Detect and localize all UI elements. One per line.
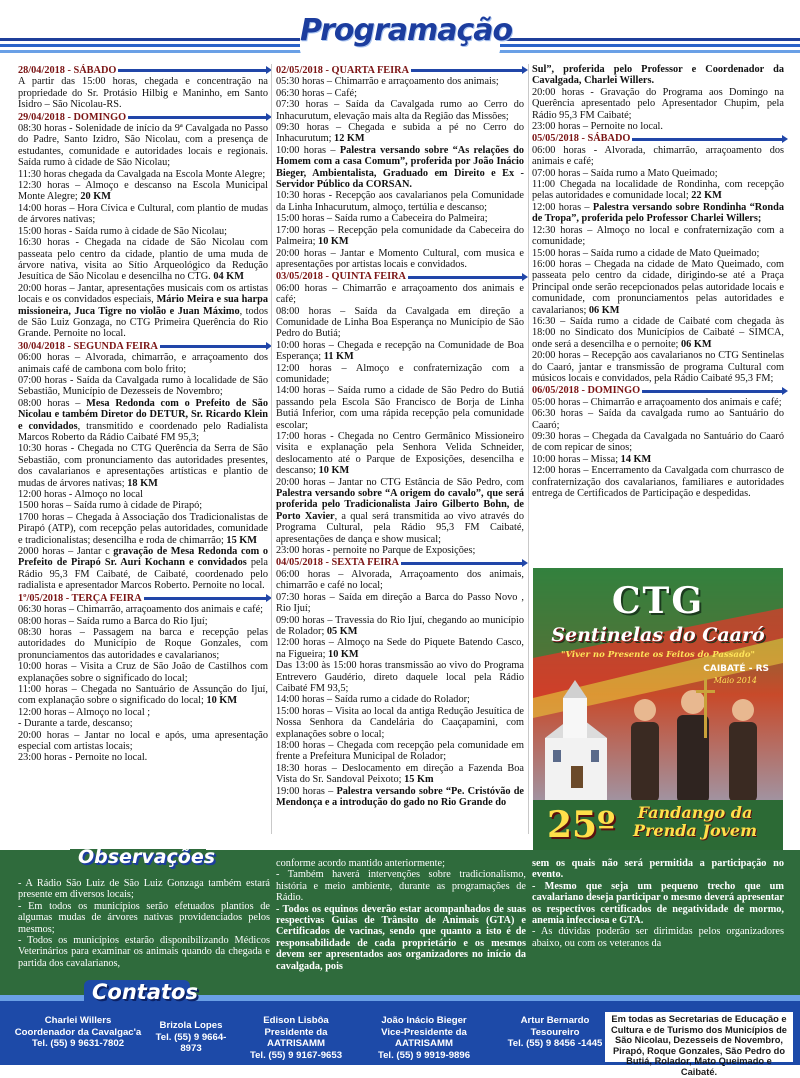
observation-item	[18, 901, 270, 935]
body-text: 09:00 horas – Travessia do Rio Ijuí, chegando ao município de Rolador;	[276, 614, 524, 637]
contact-name: Artur Bernardo	[520, 1015, 590, 1026]
body-text: 17:00 horas – Recepção pela comunidade da Cabeceira do Palmeira;	[276, 224, 524, 248]
ctg-poster	[533, 568, 783, 850]
body-text: 20:00 horas – Jantar no CTG Estância de São Pedro, com	[276, 476, 524, 488]
schedule-entry	[276, 145, 524, 191]
schedule-column-2	[276, 64, 524, 808]
schedule-entry	[276, 569, 524, 592]
body-text: - A Rádio São Luiz de São Luiz Gonzaga também estará presente em diversos locais;	[18, 878, 270, 901]
observation-item	[18, 878, 270, 901]
body-text: 12:30 horas – Almoço e descanso na Escola Municipal Monte Alegre;	[18, 180, 268, 203]
body-text: 06:00 horas - Alvorada, chimarrão, arraçoamento dos animais e café;	[532, 144, 784, 168]
body-text: 06:00 horas – Alvorada, chimarrão, e arraçoamento dos animais café de cambona com bolo frito;	[18, 352, 268, 375]
body-text: 07:00 horas - Saída da Cavalgada rumo à localidade de São Sebastião, Município de Dezesseis de Novembro;	[18, 374, 268, 398]
schedule-entry	[18, 661, 268, 684]
emphasis-text: 10 KM	[318, 465, 350, 477]
schedule-entry	[18, 443, 268, 489]
schedule-entry	[276, 706, 524, 740]
body-text: 08:00 horas – Saída rumo a Barca do Rio Ijuí;	[18, 615, 208, 627]
body-text: 11:30 horas chegada da Cavalgada na Escola Monte Alegre;	[18, 168, 266, 180]
poster-motto: "Viver no Presente os Feitos do Passado"	[561, 650, 755, 660]
contact-role: Coordenador da Cavalgac'a	[14, 1026, 142, 1038]
body-text: 18:00 horas – Chegada com recepção pela comunidade em frente a Prefeitura Municipal de Rolador;	[276, 739, 524, 763]
day-heading	[18, 593, 268, 604]
day-heading-label: 03/05/2018 - QUINTA FEIRA	[276, 271, 406, 283]
schedule-entry	[532, 454, 784, 465]
body-text: 12:00 horas –	[532, 201, 593, 213]
arrow-rule-icon	[411, 69, 524, 72]
schedule-entry	[18, 512, 268, 546]
schedule-entry	[276, 431, 524, 477]
day-heading-label: 30/04/2018 - SEGUNDA FEIRA	[18, 340, 158, 352]
observation-item	[532, 881, 784, 927]
schedule-entry	[532, 259, 784, 316]
arrow-rule-icon	[401, 562, 524, 565]
body-text: 11:00 horas – Chegada no Santuário de Assunção do Ijuí, com explanação sobre o significado do local;	[18, 683, 268, 707]
schedule-entry	[18, 718, 268, 729]
schedule-entry	[18, 604, 268, 615]
body-text: conforme acordo mantido anteriormente;	[276, 858, 445, 869]
observation-item	[276, 904, 526, 972]
observations-title: Observações	[78, 846, 216, 868]
contact-phone[interactable]: Tel. (55) 9 9664-8973	[155, 1031, 227, 1054]
contact-role: Presidente da AATRISAMM	[264, 1026, 328, 1049]
contact-card	[8, 1015, 148, 1050]
schedule-entry	[18, 283, 268, 340]
schedule-entry	[18, 203, 268, 226]
body-text: 06:00 horas – Alvorada, Arraçoamento dos animais, chimarrão e café no local;	[276, 568, 524, 592]
day-heading-label: 04/05/2018 - SEXTA FEIRA	[276, 557, 400, 569]
schedule-entry	[276, 592, 524, 615]
body-text: 18:30 horas – Deslocamento em direção a Fazenda Boa Vista do Sr. Sandoval Peixoto;	[276, 762, 524, 786]
body-text: 23:00 horas - Pernoite no local.	[18, 752, 148, 764]
body-text: 06:00 horas – Chimarrão e arraçoamento dos animais e café;	[276, 282, 524, 306]
day-heading	[276, 557, 524, 568]
schedule-entry	[532, 87, 784, 121]
day-heading	[276, 271, 524, 282]
column-divider	[271, 64, 272, 834]
schedule-entry	[532, 465, 784, 499]
schedule-entry	[276, 213, 524, 224]
schedule-entry	[18, 627, 268, 661]
emphasis-text: 06 KM	[680, 338, 712, 350]
schedule-entry	[18, 398, 268, 444]
body-text: 05:30 horas – Chimarrão e arraçoamento dos animais;	[276, 76, 499, 88]
schedule-entry	[276, 694, 524, 705]
schedule-column-3	[532, 64, 784, 499]
emphasis-text: 10 KM	[318, 236, 349, 248]
body-text: 10:30 horas - Recepção aos cavalarianos pela Comunidade da Linha Inhacurutum, almoço, tertúlia e descanso;	[276, 190, 524, 213]
body-text: 08:30 horas - Solenidade de início da 9ª Cavalgada no Passo do Padre, Santo Izidro, São Nicolau, com a presença de estudantes, comunidade e autoridades locais e regionais. Saída rumo à cidade de São Nicolau;	[18, 123, 268, 169]
schedule-entry	[532, 225, 784, 248]
contact-role: Tesoureiro	[530, 1026, 580, 1038]
observations-column-3	[532, 858, 784, 949]
emphasis-text: - Todos os equinos deverão estar acompanhados de suas respectivas Guias de Trânsito de Animais (GTA) e Certificados de vacinas, sendo que quanto a isto é de responsabilidade de cada proprietário e os mesmos devem ser apresentados aos organizadores no início da cavalgada, pois	[276, 903, 526, 972]
body-text: Das 13:00 às 15:00 horas transmissão ao vivo do Programa Entrevero Gaudério, direto daquele local pela Rádio Caibaté FM 93,5;	[276, 660, 524, 694]
body-text: 10:00 horas – Missa;	[532, 453, 621, 465]
schedule-entry	[18, 616, 268, 627]
body-text: , transmitido e coordenado pelo Radialista Marcos Roberto da Rádio Caibaté FM 95,3;	[18, 420, 268, 443]
body-text: 15:00 horas – Saída rumo a cidade de Mato Queimado;	[532, 247, 760, 259]
schedule-entry	[532, 408, 784, 431]
body-text: 12:30 horas – Almoço no local e confraternização com a comunidade;	[532, 224, 784, 248]
schedule-entry	[532, 350, 784, 384]
arrow-rule-icon	[118, 69, 268, 72]
body-text: 12:00 horas – Almoço na Sede do Piquete Batendo Casco, na Figueira;	[276, 637, 524, 660]
body-text: 23:00 horas - pernoite no Parque de Exposições;	[276, 545, 476, 557]
page-title: Programação	[300, 13, 513, 48]
contact-name: Charlei Willers	[44, 1015, 112, 1026]
emphasis-text: - Mesmo que seja um pequeno trecho que um cavalariano deseja participar o mesmo deverá apresentar os respectivos certificados de negatividade de mormo, anemia infecciosa e GTA.	[532, 880, 784, 927]
schedule-entry	[276, 660, 524, 694]
emphasis-text: 10 KM	[206, 695, 238, 707]
observation-item	[532, 926, 784, 949]
day-heading-label: 05/05/2018 - SÁBADO	[532, 133, 631, 145]
body-text: 12:00 horas – Almoço e confraternização com a comunidade;	[276, 362, 524, 385]
day-heading	[532, 133, 784, 144]
body-text: 09:30 horas – Chegada da Cavalgada no Santuário do Caaró de com repicar de sinos;	[532, 431, 784, 454]
schedule-entry	[18, 707, 268, 718]
observation-item	[18, 935, 270, 969]
body-text: 09:30 horas – Chegada e subida a pé no Cerro do Inhacurutum;	[276, 122, 524, 145]
title-badge	[300, 8, 513, 56]
schedule-entry	[532, 316, 784, 350]
emphasis-text: 06 KM	[588, 304, 620, 316]
schedule-entry	[532, 64, 784, 87]
schedule-entry	[532, 121, 784, 132]
schedule-entry	[18, 180, 268, 203]
observation-item	[276, 858, 526, 869]
schedule-entry	[532, 248, 784, 259]
arrow-rule-icon	[144, 597, 268, 600]
day-heading	[532, 385, 784, 396]
schedule-entry	[18, 352, 268, 375]
body-text: 1500 horas – Saída rumo à cidade de Pirapó;	[18, 500, 203, 512]
body-text: - As dúvidas poderão ser dirimidas pelos organizadores abaixo, ou com os veteranos da	[532, 926, 784, 949]
body-text: 14:00 horas – Hora Cívica e Cultural, com plantio de mudas de árvores nativas;	[18, 202, 268, 226]
body-text: 10:00 horas – Visita a Cruz de São João de Castilhos com explanações sobre o significado do local;	[18, 661, 268, 684]
schedule-entry	[276, 190, 524, 213]
page-header	[0, 0, 800, 62]
contact-phone[interactable]: Tel. (55) 9 9631-7802	[31, 1038, 125, 1049]
body-text: 16:30 horas - Chegada na cidade de São Nicolau com passeata pelo centro da cidade, plantio de uma muda de árvore nativa, visita ao Sítio Arqueológico da Redução Jesuítica de São Nicolau e desencilha no CTG.	[18, 237, 268, 283]
arrow-rule-icon	[160, 345, 268, 348]
emphasis-text: Sul”, proferida pelo Professor e Coordenador da Cavalgada, Charlei Willers.	[532, 64, 784, 87]
body-text: 12:00 horas – Almoço no local ;	[18, 706, 151, 718]
emphasis-text: 12 KM	[334, 133, 365, 145]
schedule-entry	[276, 385, 524, 431]
emphasis-text: 05 KM	[326, 625, 358, 637]
emphasis-text: 20 KM	[80, 191, 111, 203]
schedule-entry	[18, 489, 268, 500]
poster-event: Fandango da Prenda Jovem	[632, 803, 758, 840]
day-heading-label: 1º/05/2018 - TERÇA FEIRA	[18, 592, 142, 604]
body-text: 15:00 horas - Saída rumo à cidade de São Nicolau;	[18, 225, 228, 237]
body-text: 23:00 horas – Pernoite no local.	[532, 121, 663, 133]
day-heading	[276, 65, 524, 76]
body-text: , todos de São Luiz Gonzaga, no CTG Primeira Querência do Rio Grande. Pernoite no local.	[18, 305, 268, 340]
day-heading	[18, 65, 268, 76]
contact-role: Vice-Presidente da AATRISAMM	[381, 1026, 467, 1049]
schedule-entry	[18, 375, 268, 398]
poster-date: Maio 2014	[713, 676, 757, 685]
body-text: 2000 horas – Jantar c	[18, 546, 114, 558]
body-text: 06:30 horas – Café;	[276, 87, 357, 99]
column-divider	[528, 64, 529, 834]
contact-card	[146, 1020, 236, 1055]
emphasis-text: 10 KM	[328, 648, 359, 660]
emphasis-text: 18 KM	[127, 477, 158, 489]
contact-card	[240, 1015, 352, 1061]
body-text: 14:00 horas – Saída rumo a cidade de São Pedro do Butiá passando pela Escola São Francisco de Borja de Linha Butiá Inferior, com uma rápida recepção pela comunidade escolar;	[276, 385, 524, 431]
body-text: 05:00 horas – Chimarrão e arraçoamento dos animais e café;	[532, 396, 782, 408]
schedule-entry	[18, 76, 268, 110]
body-text: A partir das 15:00 horas, chegada e concentração na propriedade do Sr. Protásio Hilbig e Maninho, em Santo Isidro – São Nicolau-RS.	[18, 76, 268, 111]
schedule-entry	[18, 752, 268, 763]
body-text: 10:00 horas –	[276, 144, 340, 156]
poster-name: Sentinelas do Caaró	[551, 624, 765, 646]
arrow-rule-icon	[642, 390, 784, 393]
body-text: 17:00 horas - Chegada no Centro Germânico Missioneiro visita e explanação pela Senhora Velida Schneider, deslocamento até o Parque de Exposições, desencilha e descanso;	[276, 431, 524, 477]
emphasis-text: 15 Km	[404, 774, 434, 786]
schedule-entry	[18, 169, 268, 180]
emphasis-text: gravação de Mesa Redonda com o Prefeito de Pirapó Sr. Auri Kochann e convidados	[18, 546, 268, 569]
poster-city: CAIBATÉ - RS	[703, 664, 769, 674]
body-text: 20:00 horas – Jantar e Momento Cultural, com musica e apresentações por artistas locais e convidados.	[276, 247, 524, 270]
body-text: 14:00 horas – Saída rumo a cidade do Rolador;	[276, 694, 470, 706]
body-text: 16:30 – Saída rumo a cidade de Caibaté com chegada às 18:00 no Sindicato dos Municípios de Caibaté – SIMCA, onde será a desencilha e o pernoite;	[532, 315, 784, 350]
body-text: 07:00 horas – Saída rumo a Mato Queimado;	[532, 167, 718, 179]
schedule-entry	[276, 786, 524, 809]
emphasis-text: 11 KM	[323, 351, 354, 363]
schedule-entry	[276, 477, 524, 545]
body-text: 19:00 horas –	[276, 785, 337, 797]
body-text: 11:00 Chegada na localidade de Rondinha, com recepção pelas autoridades e comunidade local;	[532, 179, 784, 202]
emphasis-text: Palestra versando sobre Rondinha “Ronda de Tropa”, proferida pelo Professor Charlei Willers;	[532, 201, 784, 225]
schedule-entry	[276, 740, 524, 763]
contact-phone[interactable]: Tel. (55) 9 8456 -1445	[507, 1038, 603, 1049]
schedule-entry	[276, 248, 524, 271]
body-text: 10:00 horas – Chegada e recepção na Comunidade de Boa Esperança;	[276, 339, 524, 363]
schedule-entry	[276, 340, 524, 363]
body-text: 12:00 horas – Encerramento da Cavalgada com churrasco de confraternização dos cavalarianos, familiares e autoridades entrega de Certificados de Participação e despedidas.	[532, 465, 784, 500]
schedule-entry	[18, 123, 268, 169]
schedule-entry	[532, 431, 784, 454]
schedule-entry	[276, 283, 524, 306]
schedule-entry	[276, 615, 524, 638]
body-text: 12:00 horas - Almoço no local	[18, 489, 143, 501]
observations-column-1	[18, 878, 270, 969]
schedule-entry	[18, 684, 268, 707]
schedule-entry	[276, 306, 524, 340]
schedule-entry	[532, 202, 784, 225]
contact-phone[interactable]: Tel. (55) 9 9167-9653	[249, 1049, 343, 1061]
schedule-entry	[18, 730, 268, 753]
body-text: 08:00 horas –	[18, 397, 87, 409]
schedule-entry	[276, 545, 524, 556]
emphasis-text: 15 KM	[226, 534, 258, 546]
body-text: 08:00 horas – Saída da Cavalgada em direção a Comunidade de Linha Boa Esperança no Município de São Pedro do Butiá;	[276, 305, 524, 340]
schedule-entry	[532, 179, 784, 202]
contacts-note: Em todas as Secretarias de Educação e Cultura e de Turismo dos Municípios de São Nicolau, Dezesseis de Novembro, Pirapó, Roque Gonzales, São Pedro do Butiá, Rolador, Mato Queimado e Caibaté.	[604, 1011, 794, 1063]
body-text: 10:30 horas - Chegada no CTG Querência da Serra de São Sebastião, com pronunciamento das autoridades presentes, dos cavalarianos e apresentações artísticas e plantio de mudas de árvores nativas;	[18, 443, 268, 489]
observation-item	[276, 869, 526, 903]
schedule-entry	[18, 226, 268, 237]
schedule-entry	[276, 225, 524, 248]
schedule-entry	[276, 122, 524, 145]
contact-phone[interactable]: Tel. (55) 9 9919-9896	[377, 1049, 471, 1061]
observations-column-2	[276, 858, 526, 972]
observation-item	[532, 858, 784, 881]
poster-number: 25º	[547, 804, 616, 846]
contact-name: Edison Lisbôa	[263, 1015, 329, 1026]
schedule-entry	[532, 168, 784, 179]
body-text: - Em todos os municípios serão efetuados plantios de algumas mudas de árvores nativas providenciados pelos mesmos;	[18, 900, 270, 935]
body-text: 15:00 horas – Saída rumo a Cabeceira do Palmeira;	[276, 213, 488, 225]
body-text: 16:00 horas – Chegada na cidade de Mato Queimado, com passeata pelo centro da cidade, dirigindo-se até a Praça Principal onde serão recepcionados pelas autoridade locais e comunidade, com pronunciamentos pelas autoridades e cavalarianos;	[532, 258, 784, 316]
schedule-entry	[18, 237, 268, 283]
schedule-column-1	[18, 64, 268, 764]
body-text: , a qual será transmitida ao vivo através do Programa Cultural, pela Rádio 95,3 FM Caibaté, apresentações de dança e show musical;	[276, 510, 524, 545]
schedule-entry	[276, 763, 524, 786]
schedule-entry	[276, 637, 524, 660]
body-text: - Também haverá intervenções sobre tradicionalismo, história e meio ambiente, durante as programações de Rádio.	[276, 869, 526, 904]
body-text: - Todos os municípios estarão disponibilizando Médicos Veterinários para examinar os animais quando da chegada e partida dos cavalarianos,	[18, 935, 270, 969]
schedule-entry	[276, 363, 524, 386]
saint-figure-icon	[729, 699, 757, 802]
day-heading-label: 02/05/2018 - QUARTA FEIRA	[276, 65, 410, 76]
contact-name: Brizola Lopes	[159, 1020, 223, 1031]
body-text: 20:00 horas – Jantar no local e após, uma apresentação especial com artistas locais;	[18, 729, 268, 752]
contact-card	[356, 1015, 492, 1061]
schedule-entry	[276, 76, 524, 87]
schedule-entry	[276, 99, 524, 122]
poster-title: CTG	[611, 580, 705, 622]
day-heading-label: 06/05/2018 - DOMINGO	[532, 385, 641, 397]
body-text: 06:30 horas – Saída da cavalgada rumo ao Santuário do Caaró;	[532, 408, 784, 431]
body-text: 07:30 horas – Saída em direção a Barca do Passo Novo , Rio Ijuí;	[276, 591, 524, 615]
schedule-entry	[532, 145, 784, 168]
day-heading-label: 28/04/2018 - SÁBADO	[18, 65, 117, 76]
schedule-entry	[276, 88, 524, 99]
emphasis-text: Palestra versando sobre “A origem do cavalo”, que será proferida pelo Tradicionalista Jairo Gilberto Bohn, de Porto Xavier	[276, 488, 524, 522]
emphasis-text: 04 KM	[213, 271, 244, 283]
emphasis-text: Mesa Redonda com o Prefeito de São Nicolau e também Diretor do DETUR, Sr. Ricardo Klein e convidados	[18, 397, 268, 432]
body-text: 15:00 horas – Visita ao local da antiga Redução Jesuítica de Nossa Senhora da Candelária do Caaçapamini, com explanações sobre o local;	[276, 705, 524, 740]
emphasis-text: Palestra versando sobre “Pe. Cristóvão de Mendonça e a introdução do gado no Rio Grande do	[276, 785, 524, 808]
arrow-rule-icon	[632, 138, 784, 141]
contact-card	[500, 1015, 610, 1050]
day-heading	[18, 112, 268, 123]
emphasis-text: 22 KM	[691, 190, 722, 202]
schedule-entry	[18, 546, 268, 592]
body-text: 1700 horas – Chegada à Associação dos Tradicionalistas de Pirapó (ATP), com recepção pelas autoridades, comunidade e tradicionalistas; desencilha e roda de chimarrão;	[18, 511, 268, 546]
day-heading-label: 29/04/2018 - DOMINGO	[18, 111, 127, 123]
saint-figure-icon	[631, 699, 659, 802]
contacts-title: Contatos	[92, 980, 198, 1004]
body-text: pela Rádio 95,3 FM Caibaté, de Caibaté, coordenado pelo radialista e apresentador Marcos Roberto. Pernoite no local.	[18, 557, 268, 592]
emphasis-text: 14 KM	[620, 453, 652, 465]
body-text: 07:30 horas – Saída da Cavalgada rumo ao Cerro do Inhacurutum, elevação mais alta da Região das Missões;	[276, 99, 524, 122]
schedule-entry	[18, 500, 268, 511]
body-text: 20:00 horas – Recepção aos cavalarianos no CTG Sentinelas do Caaró, jantar e transmissão de programa Cultural com músicos locais e convidados, pela Rádio Caibaté 95,3 FM;	[532, 350, 784, 384]
schedule-entry	[532, 397, 784, 408]
arrow-rule-icon	[128, 116, 268, 119]
contact-name: João Inácio Bieger	[381, 1015, 467, 1026]
body-text: - Durante a tarde, descanso;	[18, 718, 133, 730]
arrow-rule-icon	[408, 276, 524, 279]
emphasis-text: Mário Meira e sua harpa missioneira, Juca Tigre no violão e Juan Máximo	[18, 294, 268, 317]
emphasis-text: sem os quais não será permitida a participação no evento.	[532, 858, 784, 881]
body-text: 20:00 horas – Jantar, apresentações musicais com os artistas locais e os convidados especiais,	[18, 282, 268, 306]
body-text: 06:30 horas – Chimarrão, arraçoamento dos animais e café;	[18, 604, 264, 616]
emphasis-text: Palestra versando sobre “As relações do Homem com a casa Comum”, proferida por João Inácio Bieger, Ambientalista, Graduado em Direito e Ex - Servidor Público da CORSAN.	[276, 144, 524, 191]
body-text: 20:00 horas - Gravação do Programa aos Domingo na Querência apresentado pelo Apresentador Chupim, pela Rádio 95,3 FM Caibaté;	[532, 86, 784, 121]
day-heading	[18, 341, 268, 352]
body-text: 08:30 horas – Passagem na barca e recepção pelas autoridades do Município de Roque Gonzales, com pronunciamentos das autoridades e cavalarianos;	[18, 626, 268, 661]
